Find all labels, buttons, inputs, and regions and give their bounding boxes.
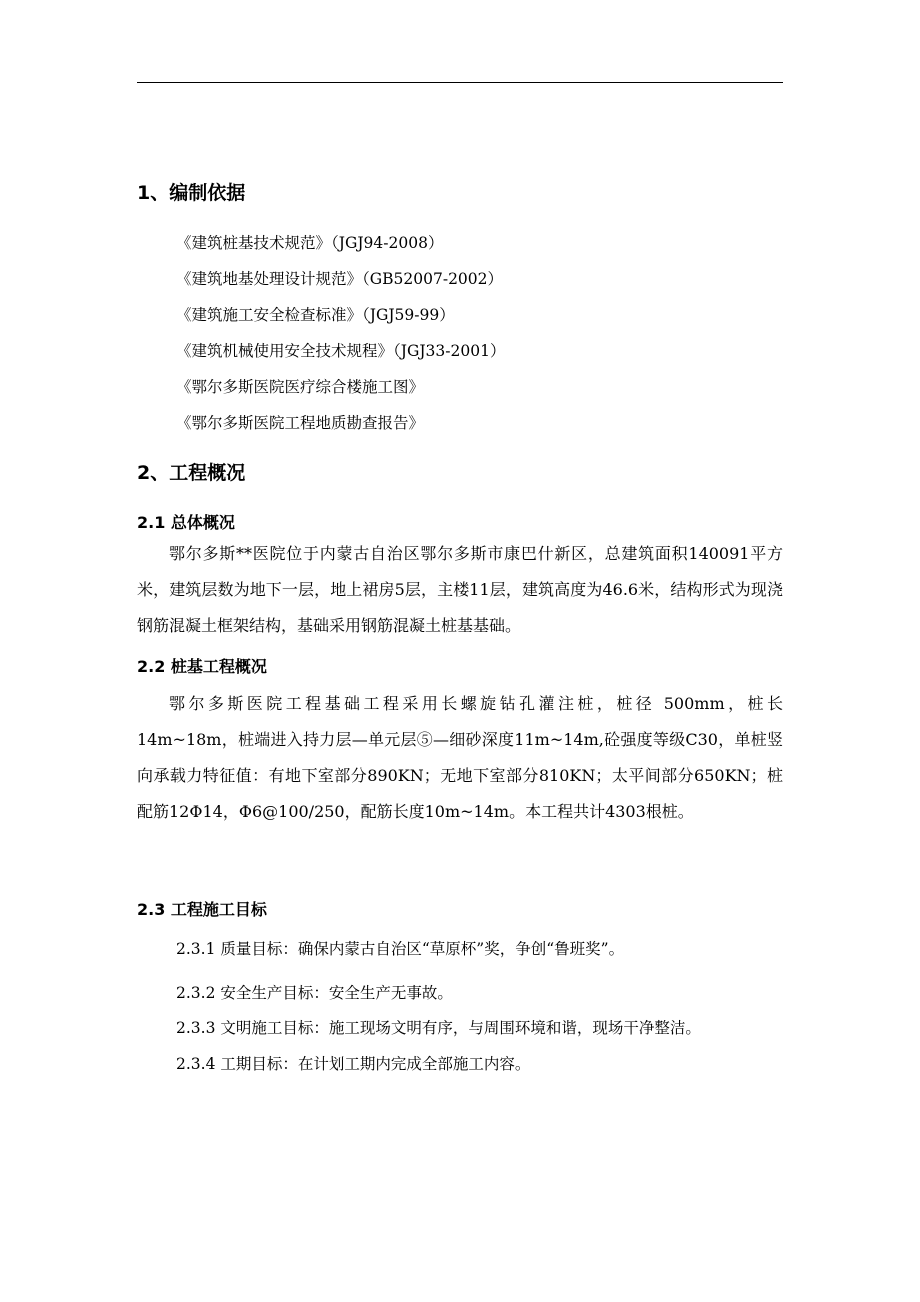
reference-item: 《鄂尔多斯医院工程地质勘查报告》	[176, 414, 425, 432]
section-1-heading: 1、编制依据	[137, 182, 246, 204]
reference-item: 《建筑桩基技术规范》（JGJ94-2008）	[176, 234, 444, 252]
goal-item: 2.3.2 安全生产目标：安全生产无事故。	[176, 984, 453, 1002]
goal-item: 2.3.3 文明施工目标：施工现场文明有序，与周围环境和谐，现场干净整洁。	[176, 1019, 701, 1037]
header-rule	[137, 82, 783, 83]
section-2-1-paragraph: 鄂尔多斯**医院位于内蒙古自治区鄂尔多斯市康巴什新区，总建筑面积140091平方米，建筑层数为地下一层，地上裙房5层，主楼11层，建筑高度为46.6米，结构形式为现浇钢筋混凝土框架结构，基础采用钢筋混凝土桩基基础。	[137, 544, 783, 635]
reference-item: 《建筑施工安全检查标准》（JGJ59-99）	[176, 306, 455, 324]
reference-item: 《鄂尔多斯医院医疗综合楼施工图》	[176, 378, 425, 396]
section-2-2-paragraph: 鄂尔多斯医院工程基础工程采用长螺旋钻孔灌注桩，桩径 500mm，桩长14m~18m，桩端进入持力层—单元层⑤—细砂深度11m~14m,砼强度等级C30，单桩竖向承载力特征值：有地下室部分890KN；无地下室部分810KN；太平间部分650KN；桩配筋12Φ14，Φ6@100/250，配筋长度10m~14m。本工程共计4303根桩。	[137, 694, 783, 821]
reference-item: 《建筑地基处理设计规范》（GB52007-2002）	[176, 270, 504, 288]
section-2-1-heading: 2.1 总体概况	[137, 513, 235, 532]
goal-item: 2.3.1 质量目标：确保内蒙古自治区“草原杯”奖，争创“鲁班奖”。	[176, 940, 625, 958]
section-2-3-heading: 2.3 工程施工目标	[137, 900, 267, 919]
section-2-2-heading: 2.2 桩基工程概况	[137, 657, 267, 676]
goal-item: 2.3.4 工期目标：在计划工期内完成全部施工内容。	[176, 1055, 531, 1073]
section-2-heading: 2、工程概况	[137, 462, 246, 484]
reference-item: 《建筑机械使用安全技术规程》（JGJ33-2001）	[176, 342, 506, 360]
